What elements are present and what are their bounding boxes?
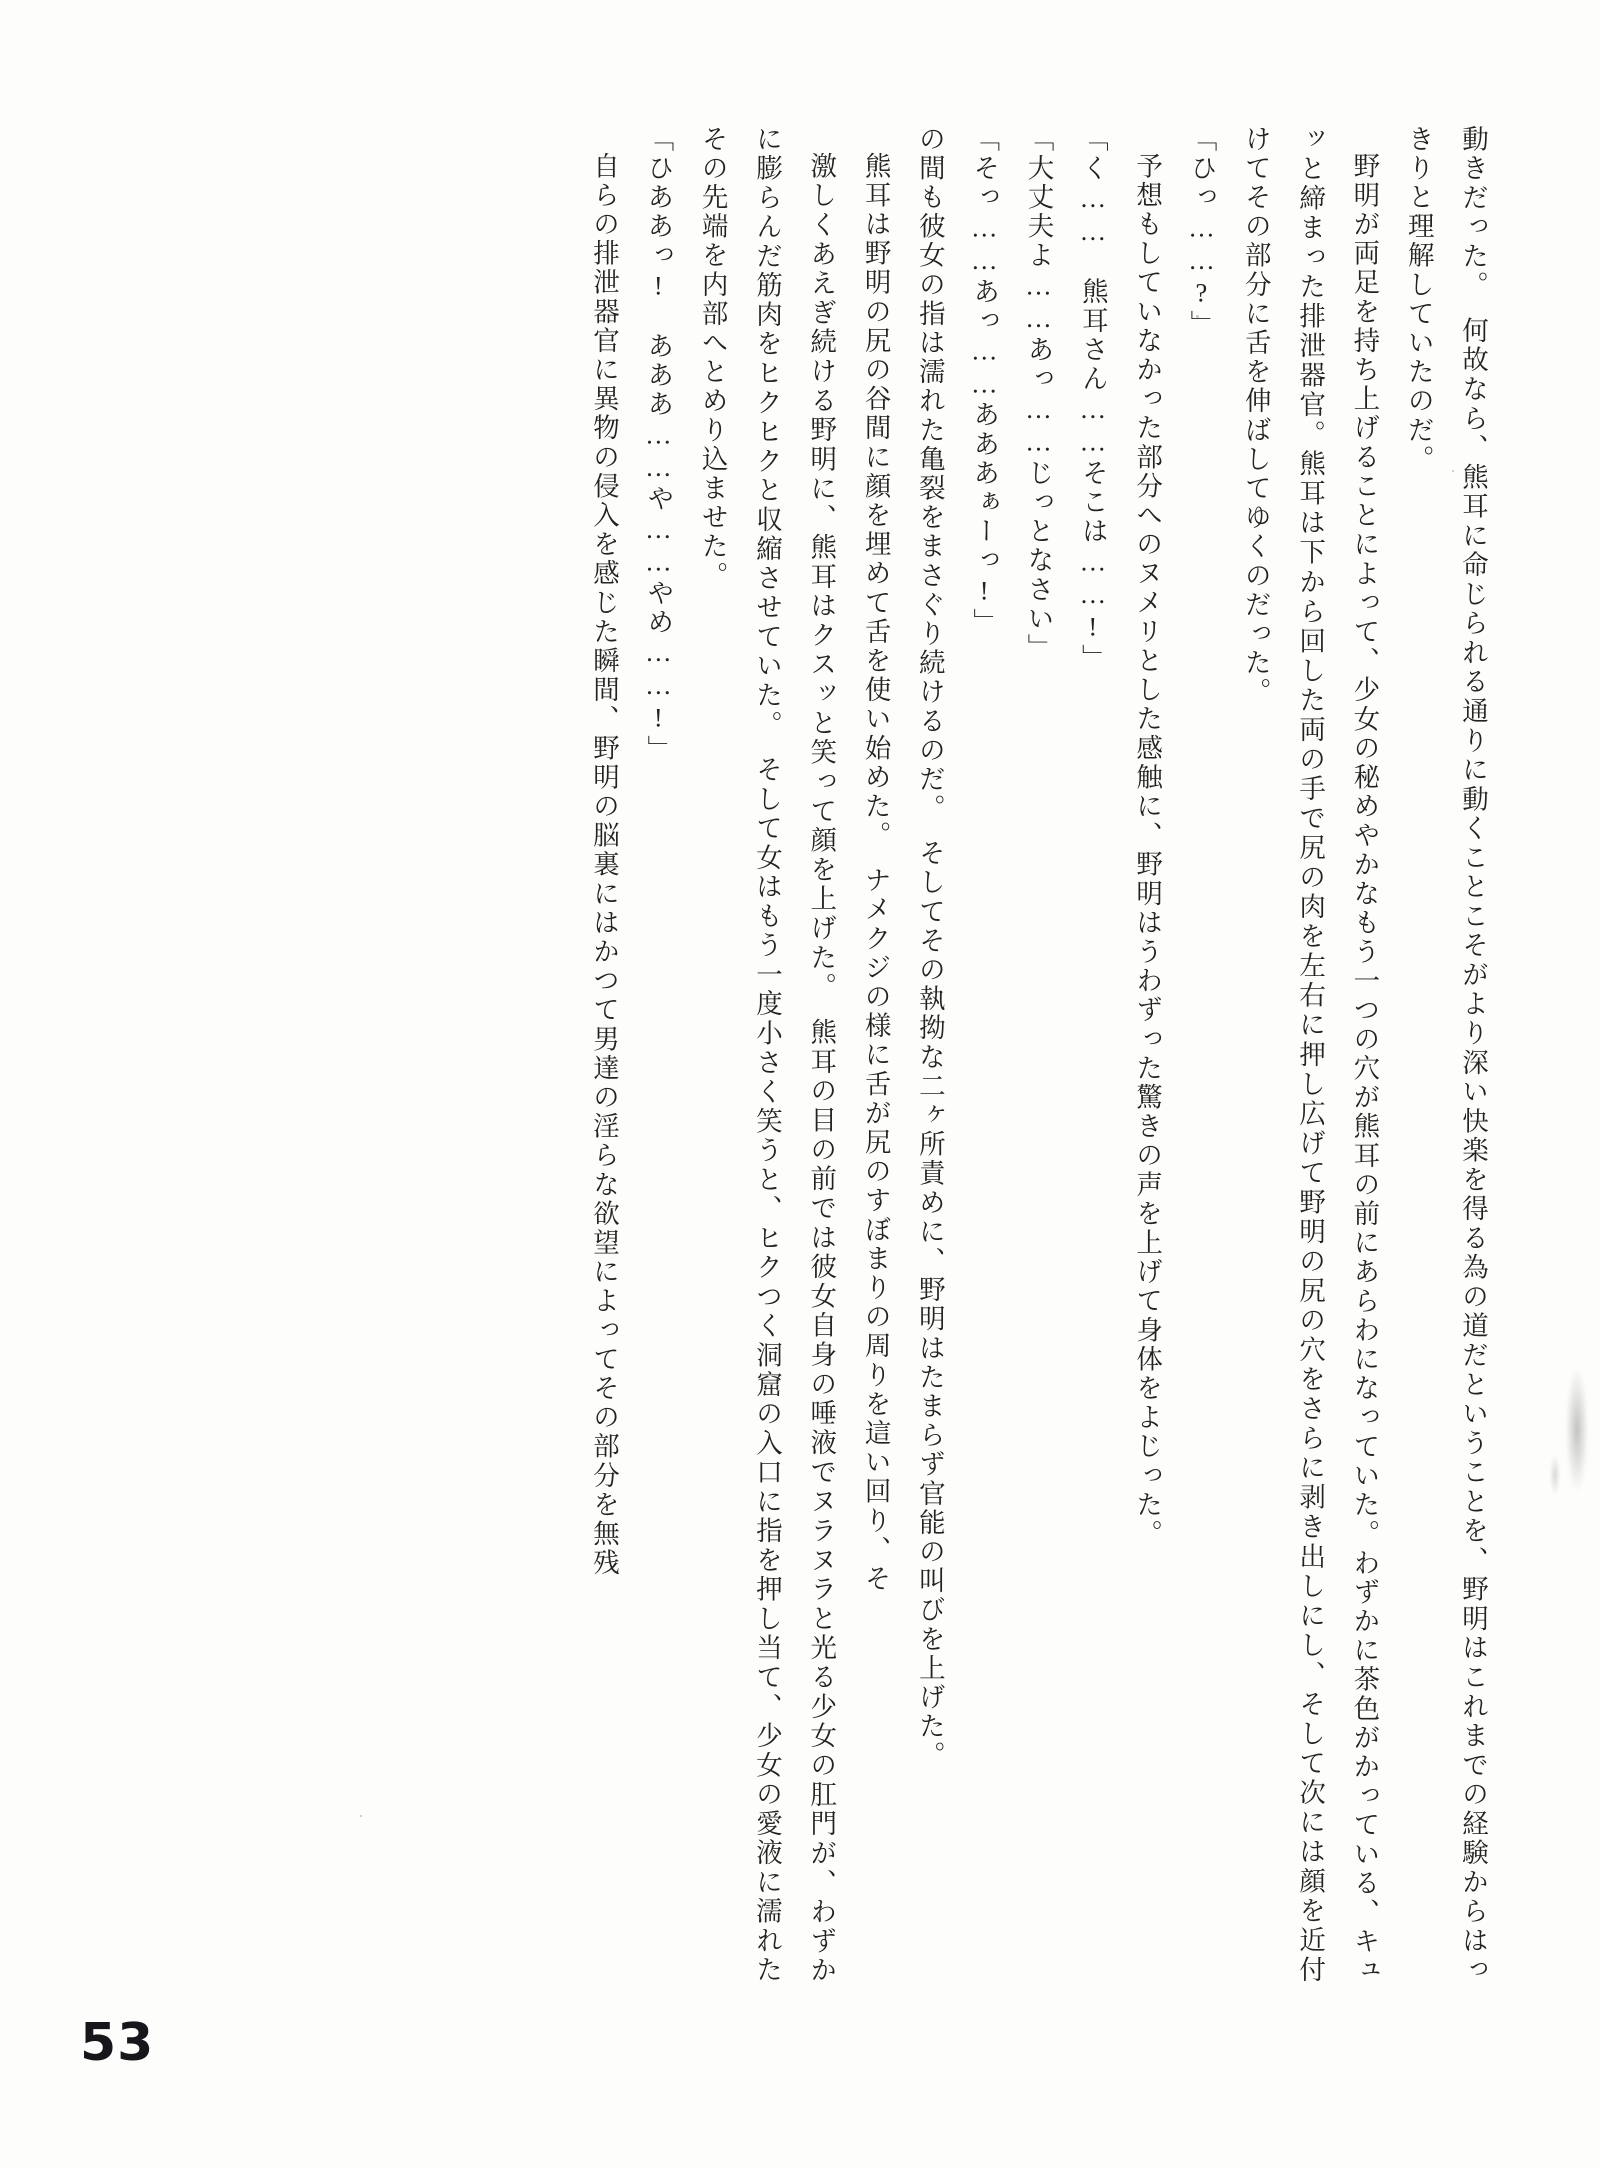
scan-smudge [1566, 1370, 1588, 1490]
paragraph: 「そっ……あっ……あああぁーっ!」 [969, 125, 1000, 638]
paragraph: 野明が両足を持ち上げることによって、少女の秘めやかなもう一つの穴が熊耳の前にあらわになっていた。わずかに茶色がかっている、キュッと締まった排泄器官。熊耳は下から回した両の手で尻の肉を左右に押し広げて野明の尻の穴をさらに剥き出しにし、そして次には顔を近付けてその部分に舌を伸ばしてゆくのだった。 [1240, 125, 1380, 1985]
page-number: 53 [80, 2013, 155, 2073]
paragraph: 予想もしていなかった部分へのヌメリとした感触に、野明はうわずった驚きの声を上げて身体をよじった。 [1132, 151, 1163, 1549]
page-body-text [170, 125, 1500, 1985]
paragraph: 「ひああっ! あああ……や……やめ……!」 [643, 125, 674, 765]
paragraph: 「大丈夫よ……あっ……じっとなさい」 [1023, 125, 1054, 663]
paragraph: 熊耳は野明の尻の谷間に顔を埋めて舌を使い始めた。 ナメクジの様に舌が尻のすぼまりの周りを這い回り、そ [860, 151, 891, 1594]
paragraph: 自らの排泄器官に異物の侵入を感じた瞬間、野明の脳裏にはかつて男達の淫らな欲望によってその部分を無残 [589, 151, 619, 1578]
paragraph: 動きだった。 何故なら、熊耳に命じられる通りに動くことこそがより深い快楽を得る為の道だということを、野明はこれまでの経験からはっきりと理解していたのだ。 [1403, 125, 1488, 1985]
paragraph: 激しくあえぎ続ける野明に、熊耳はクスッと笑って顔を上げた。 熊耳の目の前では彼女自身の唾液でヌラヌラと光る少女の肛門が、わずかに膨らんだ筋肉をヒクヒクと収縮させていた。 そして女はもう一度小さく笑うと、ヒクつく洞窟の入口に指を押し当て、少女の愛液に濡れたその先端を内部へとめり込ませた。 [697, 125, 837, 1985]
scan-smudge-secondary [1550, 1455, 1560, 1495]
paragraph: 「ひっ……?」 [1186, 125, 1217, 340]
paragraph: 「く…… 熊耳さん……そこは……!」 [1077, 125, 1108, 674]
paragraph: の間も彼女の指は濡れた亀裂をまさぐり続けるのだ。 そしてその執拗な二ヶ所責めに、野明はたまらず官能の叫びを上げた。 [914, 125, 945, 1771]
